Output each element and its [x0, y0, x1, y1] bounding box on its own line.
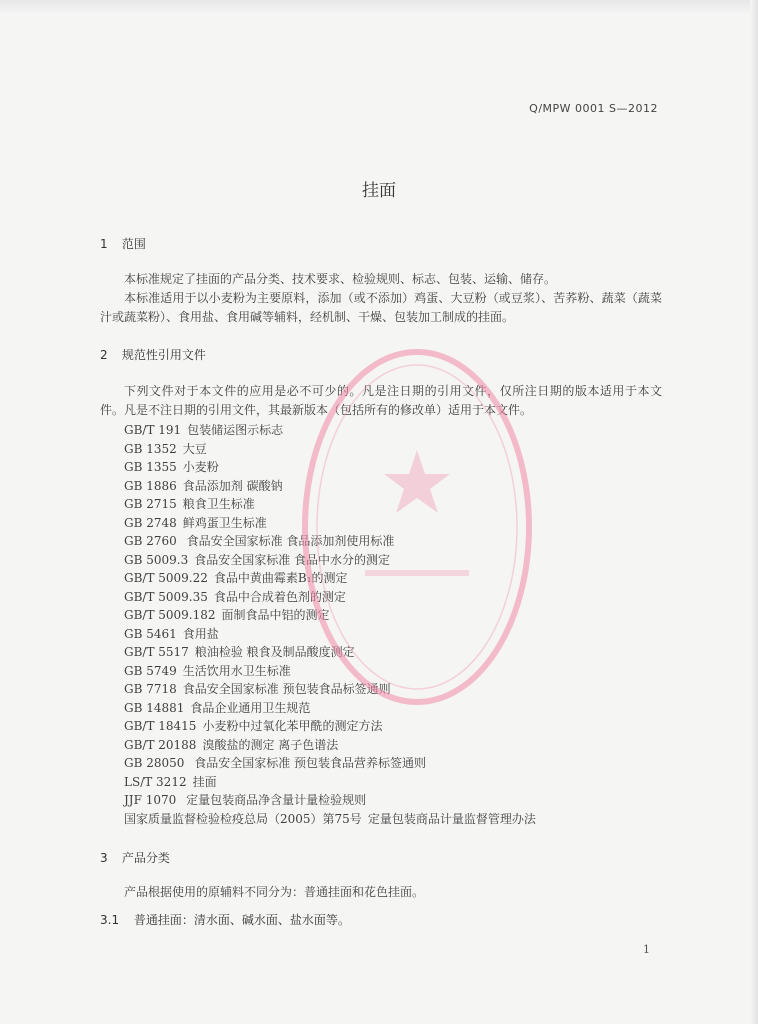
reference-code: GB 5461 — [124, 626, 177, 641]
subsection-text: 普通挂面：清水面、碱水面、盐水面等。 — [133, 913, 350, 927]
reference-item — [124, 810, 536, 829]
reference-title: 粮食卫生标准 — [182, 497, 255, 511]
reference-title: 食用盐 — [182, 626, 219, 641]
reference-item — [124, 588, 536, 607]
reference-item — [124, 754, 536, 773]
reference-title: 食品中黄曲霉素B₁的测定 — [213, 571, 348, 585]
reference-code: GB/T 5009.182 — [124, 608, 216, 622]
reference-title: 小麦粉 — [182, 460, 219, 474]
section-3-heading — [100, 849, 170, 866]
reference-code: GB 2715 — [124, 497, 177, 511]
reference-title: 面制食品中铝的测定 — [221, 608, 330, 622]
section-title: 产品分类 — [121, 851, 170, 865]
reference-code: GB 7718 — [124, 682, 177, 696]
document-title: 挂面 — [362, 181, 396, 201]
scan-edge — [0, 0, 758, 14]
page-number: 1 — [643, 943, 650, 956]
reference-code: GB 14881 — [124, 700, 185, 715]
reference-title: 食品安全国家标准 预包装食品营养标签通则 — [190, 756, 427, 770]
reference-item — [124, 458, 536, 477]
reference-item — [124, 477, 536, 496]
reference-title: 食品安全国家标准 食品添加剂使用标准 — [182, 534, 395, 548]
reference-item — [124, 643, 536, 662]
reference-code: LS/T 3212 — [124, 774, 187, 789]
reference-code: GB/T 20188 — [124, 737, 197, 752]
section-number: 3 — [100, 851, 108, 865]
reference-code: 国家质量监督检验检疫总局（2005）第75号 — [124, 811, 362, 826]
scan-edge — [750, 0, 758, 1024]
reference-item — [124, 791, 536, 810]
reference-code: GB 2760 — [124, 534, 177, 548]
reference-item — [124, 606, 536, 625]
reference-title: 食品添加剂 碳酸钠 — [182, 478, 283, 493]
subsection-number: 3.1 — [100, 913, 120, 927]
reference-item — [124, 421, 536, 440]
reference-code: GB 1886 — [124, 478, 177, 493]
section-2-intro: 下列文件对于本文件的应用是必不可少的。凡是注日期的引用文件，仅所注日期的版本适用于本文件。凡是不注日期的引用文件，其最新版本（包括所有的修改单）适用于本文件。 — [100, 384, 662, 417]
section-2-heading — [100, 346, 206, 363]
reference-item — [124, 532, 536, 551]
reference-code: GB/T 5009.22 — [124, 571, 208, 585]
reference-code: GB 28050 — [124, 756, 185, 770]
reference-item — [124, 699, 536, 718]
section-number: 2 — [100, 348, 108, 362]
section-1-heading — [100, 235, 146, 252]
reference-item — [124, 625, 536, 644]
reference-title: 鲜鸡蛋卫生标准 — [182, 515, 267, 530]
reference-item — [124, 736, 536, 755]
reference-item — [124, 514, 536, 533]
section-1-paragraph: 本标准规定了挂面的产品分类、技术要求、检验规则、标志、包装、运输、储存。 — [124, 272, 557, 286]
reference-item — [124, 495, 536, 514]
reference-item — [124, 662, 536, 681]
reference-title: 小麦粉中过氧化苯甲酰的测定方法 — [202, 719, 383, 733]
subsection-3-1 — [100, 911, 350, 928]
reference-list — [124, 421, 536, 828]
section-number: 1 — [100, 237, 108, 251]
section-3-paragraph: 产品根据使用的原辅料不同分为：普通挂面和花色挂面。 — [124, 885, 425, 899]
reference-code: GB 1352 — [124, 441, 177, 456]
reference-title: 食品企业通用卫生规范 — [190, 700, 311, 715]
reference-item — [124, 440, 536, 459]
standard-code: Q/MPW 0001 S—2012 — [529, 102, 658, 115]
reference-title: 包装储运图示标志 — [187, 423, 284, 437]
reference-code: GB/T 18415 — [124, 719, 197, 733]
reference-title: 食品安全国家标准 食品中水分的测定 — [194, 552, 391, 567]
reference-item — [124, 569, 536, 588]
section-1-paragraph: 本标准适用于以小麦粉为主要原料，添加（或不添加）鸡蛋、大豆粉（或豆浆）、苦荞粉、蔬菜（蔬菜汁或蔬菜粉）、食用盐、食用碱等辅料，经机制、干燥、包装加工制成的挂面。 — [100, 291, 662, 324]
reference-code: GB 5009.3 — [124, 552, 189, 567]
reference-title: 大豆 — [182, 441, 207, 456]
reference-title: 挂面 — [192, 774, 217, 789]
reference-code: GB/T 5517 — [124, 645, 189, 659]
reference-item — [124, 551, 536, 570]
section-title: 范围 — [121, 237, 146, 251]
reference-code: GB 1355 — [124, 460, 177, 474]
reference-item — [124, 773, 536, 792]
reference-title: 溴酸盐的测定 离子色谱法 — [202, 737, 339, 752]
reference-title: 食品中合成着色剂的测定 — [213, 589, 346, 604]
reference-title: 生活饮用水卫生标准 — [182, 663, 291, 678]
reference-title: 食品安全国家标准 预包装食品标签通则 — [182, 682, 391, 696]
reference-code: JJF 1070 — [124, 793, 177, 807]
reference-code: GB/T 5009.35 — [124, 589, 208, 604]
reference-code: GB 5749 — [124, 663, 177, 678]
reference-item — [124, 680, 536, 699]
reference-code: GB/T 191 — [124, 423, 182, 437]
section-title: 规范性引用文件 — [121, 348, 206, 362]
reference-title: 定量包装商品计量监督管理办法 — [367, 811, 536, 826]
reference-item — [124, 717, 536, 736]
reference-title: 定量包装商品净含量计量检验规则 — [182, 793, 367, 807]
reference-title: 粮油检验 粮食及制品酸度测定 — [194, 645, 355, 659]
reference-code: GB 2748 — [124, 515, 177, 530]
